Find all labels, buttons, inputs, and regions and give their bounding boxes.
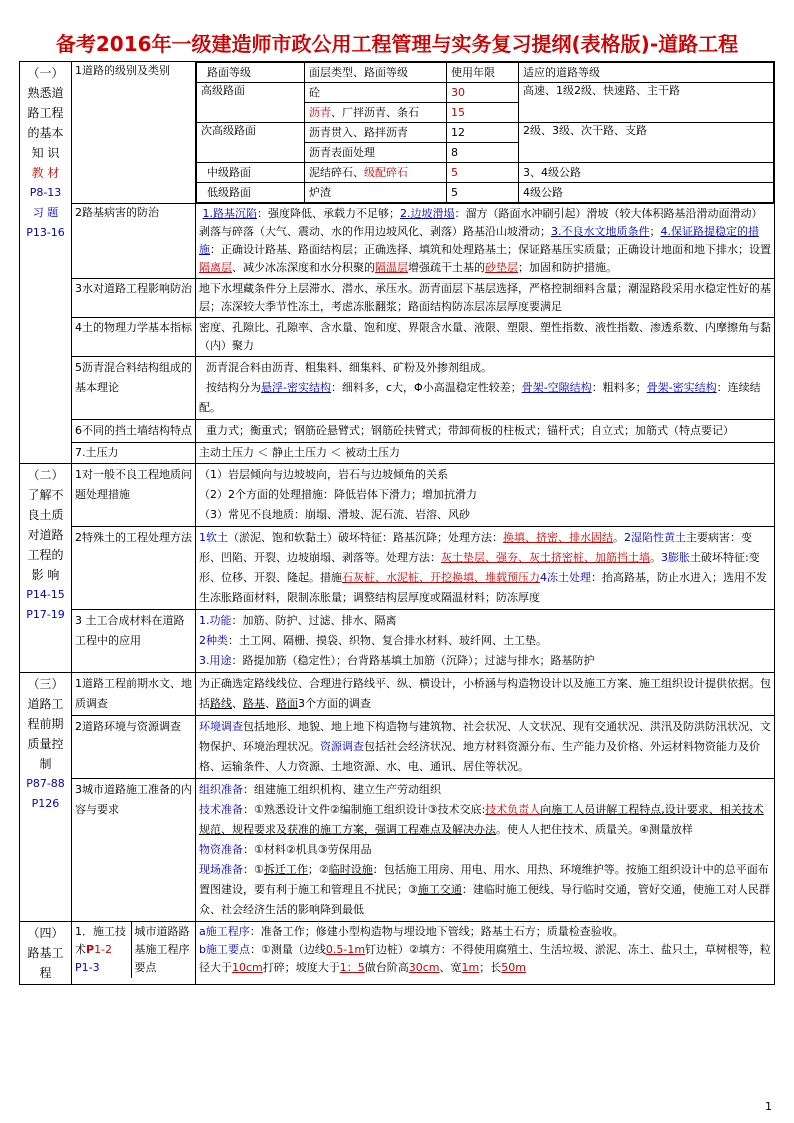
topic-cell: 1．施工技术P1-2 P1-3 城市道路路基施工程序要点 bbox=[72, 922, 196, 985]
content-cell: 1.路基沉陷：强度降低、承载力不足够；2.边坡滑塌：溜方（路面水冲刷引起）滑坡（较大体积路基沿滑动面滑动）剥落与碎落（大气、震动、水的作用边坡风化、剥落）路基沿山坡滑动；3.不良水文地质条件；4.保证路提稳定的措施：正确设计路基、路面结构层；正确选择、填筑和处理路基土；保证路基压实质量；正确设计地面和地下排水；设置隔离层、减少冰冻深度和水分积聚的隔温层增强疏干土基的砂垫层；加固和防护措施。 bbox=[196, 204, 775, 279]
topic-cell: 4土的物理力学基本指标 bbox=[72, 318, 196, 357]
content-cell: 地下水埋藏条件分上层滞水、潜水、承压水。沥青面层下基层选择，严格控制细料含量；潮湿路段采用水稳定性好的基层；冻深较大季节性冻土，考虑冻胀翻浆；路面结构防冻层冻层厚度要满足 bbox=[196, 279, 775, 318]
topic-cell: 2路基病害的防治 bbox=[72, 204, 196, 279]
topic-cell: 3水对道路工程影响防治 bbox=[72, 279, 196, 318]
topic-cell: 5沥青混合料结构组成的基本理论 bbox=[72, 357, 196, 420]
topic-cell: 3城市道路施工准备的内容与要求 bbox=[72, 779, 196, 922]
table-row bbox=[20, 443, 775, 464]
content-cell: 1软土（淤泥、饱和软黏土）破坏特征：路基沉降；处理方法：换填、挤密、排水固结。2湿陷性黄土主要病害：变形、凹陷、开裂、边坡崩塌、剥落等。处理方法：灰土垫层、强夯、灰土挤密桩、加筋挡土墙。3膨胀土破坏特征:变形、位移、开裂、隆起。措施石灰桩、水泥桩、开挖换填、堆载预压力4冻土处理：抬高路基，防止水进入；选用不发生冻胀路面材料，限制冻胀量；调整结构层厚度或隔温材料；防冻厚度 bbox=[196, 527, 775, 610]
content-cell: 环境调查包括地形、地貌、地上地下构造物与建筑物、社会状况、人文状况、现有交通状况、洪汛及防洪防汛状况、文物保护、环境治理状况。资源调查包括社会经济状况、地方材料资源分布、生产能力及价格、外运材料物资能力及价格、运输条件、人力资源、土地资源、水、电、通讯、居住等状况。 bbox=[196, 716, 775, 779]
topic-cell: 3 土工合成材料在道路工程中的应用 bbox=[72, 610, 196, 673]
table-row bbox=[20, 922, 775, 985]
table-row bbox=[20, 318, 775, 357]
section-4-label: （四） 路基工 程 bbox=[20, 922, 72, 985]
table-row bbox=[20, 716, 775, 779]
topic-cell: 7.土压力 bbox=[72, 443, 196, 464]
table-row bbox=[20, 62, 775, 204]
table-row bbox=[20, 204, 775, 279]
table-row bbox=[20, 527, 775, 610]
content-cell: （1）岩层倾向与边坡坡向，岩石与边坡倾角的关系 （2）2个方面的处理措施：降低岩体下滑力；增加抗滑力 （3）常见不良地质：崩塌、滑坡、泥石流、岩溶、风砂 bbox=[196, 464, 775, 527]
content-cell: 组织准备：组建施工组织机构、建立生产劳动组织 技术准备：①熟悉设计文件②编制施工组织设计③技术交底:技术负责人向施工人员讲解工程特点,设计要求、相关技术规范、规程要求及获准的施工方案，强调工程难点及解决办法。使人人把住技术、质量关。④测量放样 物资准备：①材料②机具③劳保用品 现场准备：①拆迁工作；②临时设施：包括施工用房、用电、用水、用热、环境维护等。按施工组织设计中的总平面布置图建设，要有利于施工和管理且不扰民；③施工交通：建临时施工便线、导行临时交通，管好交通，使施工对人民群众、社会经济生活的影响降到最低 bbox=[196, 779, 775, 922]
table-row bbox=[20, 420, 775, 443]
topic-cell: 6不同的挡土墙结构特点 bbox=[72, 420, 196, 443]
topic-cell: 1道路的级别及类别 bbox=[72, 62, 196, 204]
outline-table bbox=[19, 61, 775, 985]
table-row bbox=[20, 610, 775, 673]
table-row bbox=[20, 464, 775, 527]
content-cell: 密度、孔隙比、孔隙率、含水量、饱和度、界限含水量、液限、塑限、塑性指数、液性指数、渗透系数、内摩擦角与黏（内）聚力 bbox=[196, 318, 775, 357]
table-row bbox=[20, 279, 775, 318]
section-1-label: （一） 熟悉道 路工程 的基本 知 识 教 材 P8-13 习 题 P13-16 bbox=[20, 62, 72, 464]
topic-cell: 1道路工程前期水文、地质调查 bbox=[72, 673, 196, 716]
content-cell: 重力式；衡重式；钢筋砼悬臂式；钢筋砼扶臂式；带卸荷板的柱板式；锚杆式；自立式；加筋式（特点要记） bbox=[196, 420, 775, 443]
section-2-label: （二） 了解不 良土质 对道路 工程的 影 响 P14-15 P17-19 bbox=[20, 464, 72, 673]
section-3-label: （三） 道路工 程前期 质量控 制 P87-88 P126 bbox=[20, 673, 72, 922]
content-cell: 沥青混合料由沥青、粗集料、细集料、矿粉及外掺剂组成。 按结构分为悬浮-密实结构：细料多，c大，Φ小高温稳定性较差；骨架-空隙结构：粗料多；骨架-密实结构：连续结配。 bbox=[196, 357, 775, 420]
page-number: 1 bbox=[765, 1100, 772, 1113]
content-cell: 为正确选定路线线位、合理进行路线平、纵、横设计，小桥涵与构造物设计以及施工方案、施工组织设计提供依据。包括路线、路基、路面3个方面的调查 bbox=[196, 673, 775, 716]
page-title: 备考2016年一级建造师市政公用工程管理与实务复习提纲(表格版)-道路工程 bbox=[55, 32, 739, 56]
content-cell: 1.功能：加筋、防护、过滤、排水、隔离 2种类：土工网、隔栅、摸袋、织物、复合排水材料、玻纤网、土工垫。 3.用途：路提加筋（稳定性）；台背路基填土加筋（沉降）；过滤与排水；路基防护 bbox=[196, 610, 775, 673]
topic-cell: 1对一般不良工程地质问题处理措施 bbox=[72, 464, 196, 527]
topic-cell: 2特殊土的工程处理方法 bbox=[72, 527, 196, 610]
content-cell: 主动土压力 ＜ 静止土压力 ＜ 被动土压力 bbox=[196, 443, 775, 464]
grade-subtable-cell bbox=[196, 62, 775, 204]
table-row bbox=[20, 673, 775, 716]
road-grade-table: 路面等级 面层类型、路面等级 使用年限 适应的道路等级 高级路面 砼 30 高速、1级2级、快速路、主干路 沥青、厂拌沥青、条石 15 次高级路面 沥青贯入、路拌沥青 12 2级、3级、次干路、支路 沥青表面处理 8 中级路面 泥结碎石、级配碎石 5 3、4级公路 低级路面 炉渣 5 4级公路 bbox=[196, 62, 774, 203]
table-row bbox=[20, 357, 775, 420]
table-row bbox=[20, 779, 775, 922]
topic-cell: 2道路环境与资源调查 bbox=[72, 716, 196, 779]
content-cell: a施工程序：准备工作；修建小型构造物与埋设地下管线；路基土石方；质量检查验收。 b施工要点：①测量（边线0.5-1m钉边桩）②填方：不得使用腐殖土、生活垃圾、淤泥、冻土、盐只土，草树根等，粒径大于10cm打碎；坡度大于1：5做台阶高30cm、宽1m；长50m bbox=[196, 922, 775, 985]
